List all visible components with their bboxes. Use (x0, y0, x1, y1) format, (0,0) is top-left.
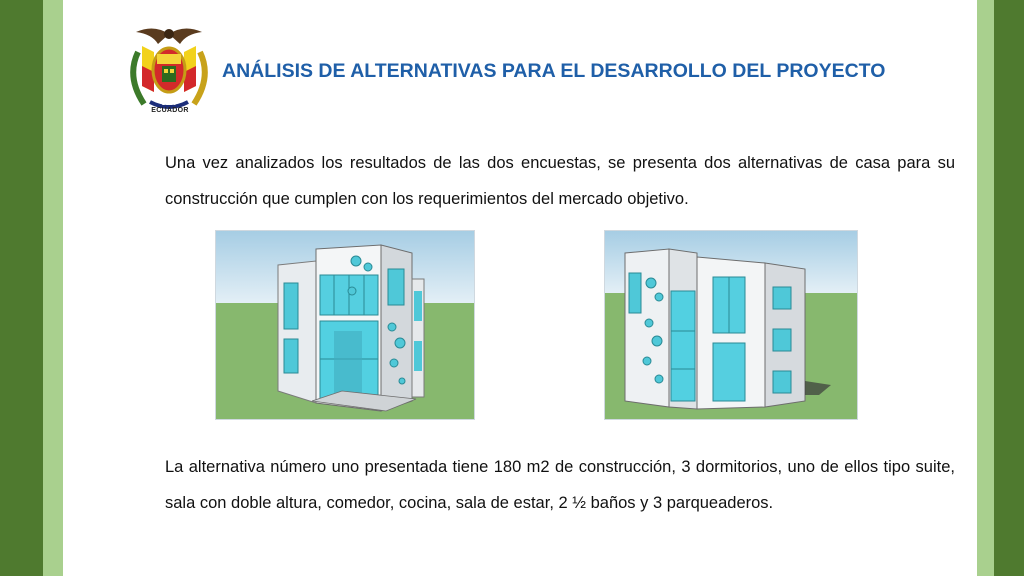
right-light-green-bar (977, 0, 994, 576)
house-render-alternative-1 (215, 230, 475, 420)
left-light-green-bar (43, 0, 63, 576)
left-dark-green-bar (0, 0, 43, 576)
coat-of-arms-icon (124, 22, 214, 120)
house-render-alternative-2 (604, 230, 858, 420)
logo-year-text: 1820 (161, 100, 177, 107)
intro-paragraph: Una vez analizados los resultados de las dos encuestas, se presenta dos alternativas de casa para su construcción que cumplen con los requerimientos del mercado objetivo. (165, 154, 955, 208)
right-dark-green-bar (994, 0, 1024, 576)
logo-caption: ECUADOR (151, 107, 189, 114)
alternative-one-paragraph: La alternativa número uno presentada tiene 180 m2 de construcción, 3 dormitorios, uno de ellos tipo suite, sala con doble altura, comedor, cocina, sala de estar, 2 ½ baños y 3 parqueaderos. (165, 458, 955, 512)
slide-title: ANÁLISIS DE ALTERNATIVAS PARA EL DESARROLLO DEL PROYECTO (222, 60, 886, 82)
